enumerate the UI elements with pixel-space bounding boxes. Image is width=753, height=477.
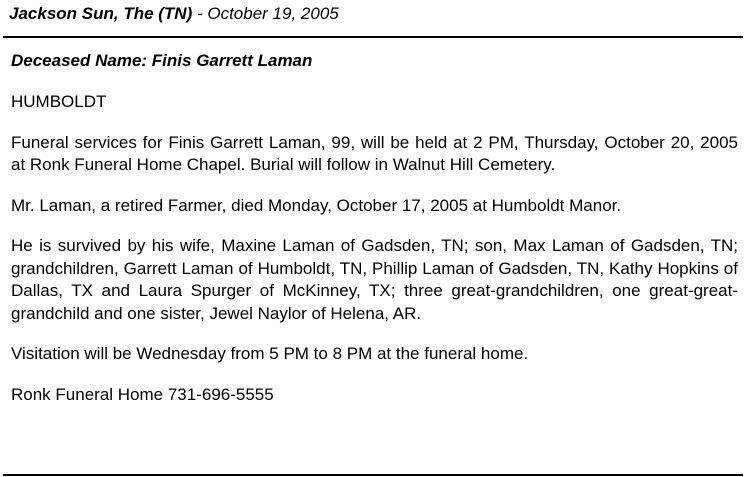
- header-separator: -: [192, 4, 208, 23]
- deceased-name-heading: Deceased Name: Finis Garrett Laman: [11, 51, 313, 70]
- bottom-divider: [3, 474, 743, 476]
- obituary-paragraph-visitation: Visitation will be Wednesday from 5 PM to 8 PM at the funeral home.: [11, 344, 529, 363]
- obituary-location: HUMBOLDT: [11, 92, 107, 111]
- publication-date: October 19, 2005: [207, 4, 339, 23]
- obituary-paragraph-services: Funeral services for Finis Garrett Laman, 99, will be held at 2 PM, Thursday, October 20, 2005 at Ronk Funeral Home Chapel. Burial will follow in Walnut Hill Cemetery.: [11, 132, 738, 174]
- obituary-paragraph-survivors: He is survived by his wife, Maxine Laman of Gadsden, TN; son, Max Laman of Gadsden, TN; grandchildren, Garrett Laman of Humboldt, TN, Phillip Laman of Gadsden, TN, Kathy Hopkins of Dallas, TX and Laura Spurger of McKinney, TX; three great-grandchildren, one great-great-grandchild and one sister, Jewel Naylor of Helena, AR.: [11, 236, 738, 323]
- publication-header: [9, 3, 339, 25]
- publication-name: Jackson Sun, The (TN): [9, 4, 193, 23]
- obituary-paragraph-death: Mr. Laman, a retired Farmer, died Monday, October 17, 2005 at Humboldt Manor.: [11, 195, 622, 215]
- top-divider: [3, 36, 743, 38]
- obituary-body: [11, 91, 738, 406]
- obituary-paragraph-funeral-home: Ronk Funeral Home 731-696-5555: [11, 384, 274, 404]
